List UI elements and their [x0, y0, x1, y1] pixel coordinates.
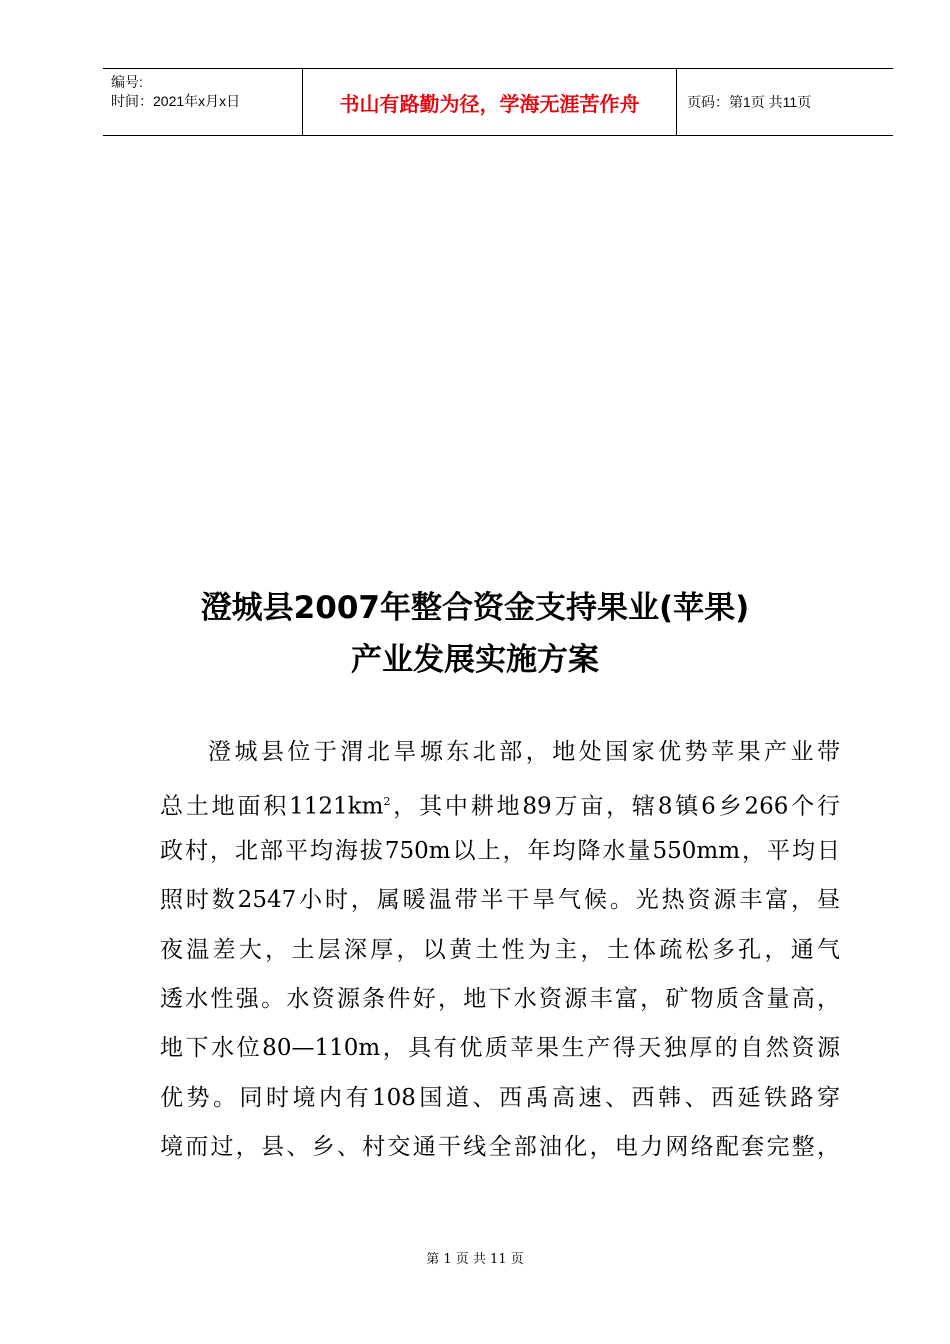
document-title-line1: 澄城县2007年整合资金支持果业(苹果) [200, 590, 750, 626]
document-title-line2: 产业发展实施方案 [351, 642, 599, 678]
body-line-9: 境而过，县、乡、村交通干线全部油化，电力网络配套完整， [160, 1134, 840, 1161]
body-paragraph [160, 728, 840, 1173]
body-line-4: 照时数2547小时，属暖温带半干旱气候。光热资源丰富，昼 [160, 887, 840, 914]
header-table [103, 68, 893, 136]
body-line-2 [160, 777, 840, 826]
body-line-8: 优势。同时境内有108国道、西禹高速、西韩、西延铁路穿 [160, 1084, 840, 1111]
body-line-5: 夜温差大，土层深厚，以黄土性为主，土体疏松多孔，通气 [160, 936, 840, 963]
body-line-6: 透水性强。水资源条件好，地下水资源丰富，矿物质含量高， [160, 985, 840, 1012]
body-line-2b: ，其中耕地89万亩，辖8镇6乡266个行 [390, 794, 840, 821]
body-line-2a: 总土地面积1121km [160, 794, 384, 821]
superscript-2: 2 [383, 795, 391, 809]
header-motto-cell [303, 69, 677, 135]
motto-text: 书山有路勤为径，学海无涯苦作舟 [339, 91, 640, 116]
page-footer: 第 1 页 共 11 页 [426, 1252, 524, 1267]
time-label: 时间：2021年x月x日 [111, 93, 241, 109]
number-label: 编号: [111, 74, 143, 90]
body-line-1: 澄城县位于渭北旱塬东北部，地处国家优势苹果产业带 [208, 739, 840, 765]
body-line-7: 地下水位80—110m，具有优质苹果生产得天独厚的自然资源 [160, 1035, 840, 1062]
header-page-cell [677, 69, 893, 135]
body-line-3: 政村，北部平均海拔750m以上，年均降水量550mm，平均日 [160, 837, 840, 864]
header-meta-cell [103, 69, 303, 135]
page-info: 页码：第1页 共11页 [687, 94, 812, 110]
